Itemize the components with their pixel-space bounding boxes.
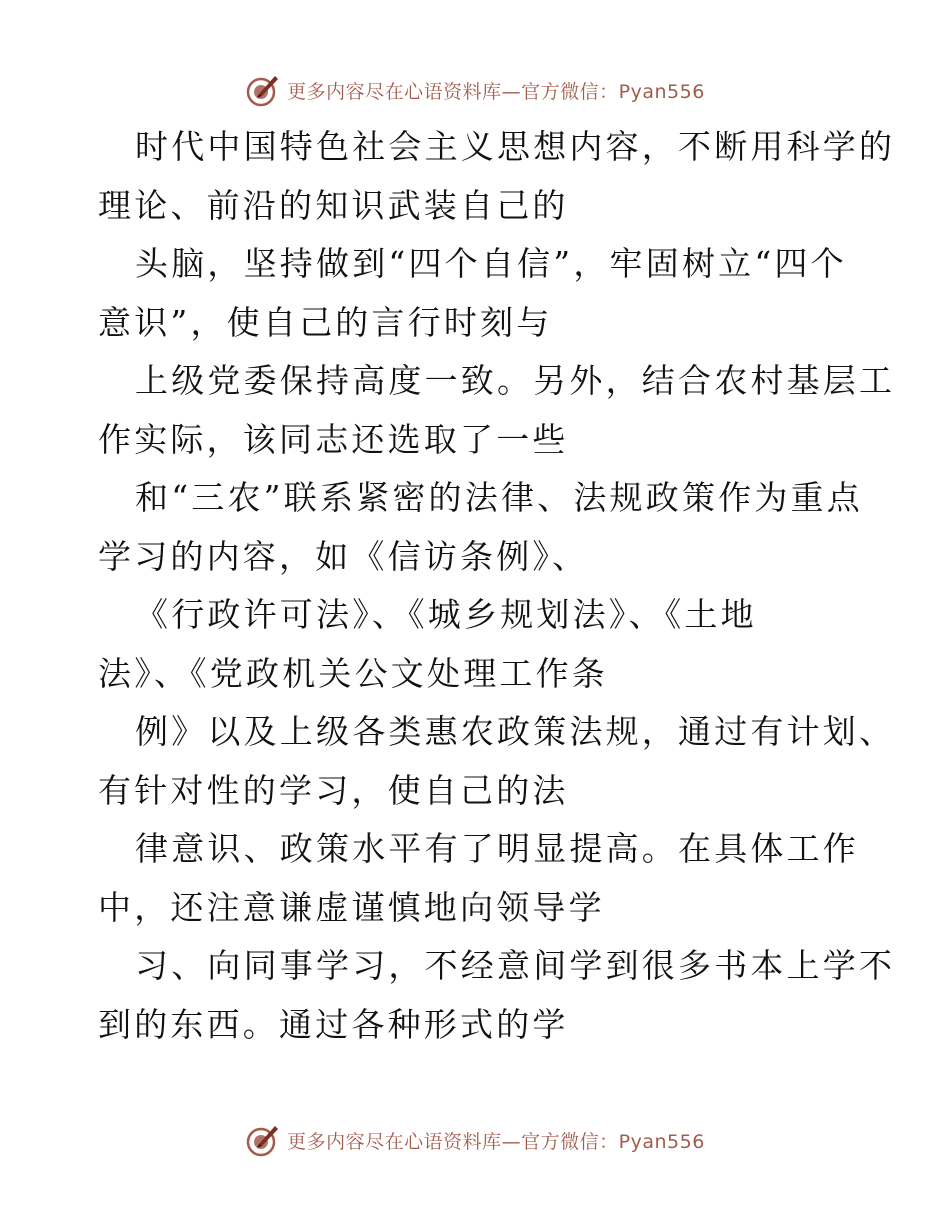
text-line: 头脑，坚持做到“四个自信”，牢固树立“四个 [135,244,847,283]
text-line: 意识”，使自己的言行时刻与 [98,302,553,342]
text-line: 习、向同事学习，不经意间学到很多书本上学不 [135,946,896,985]
text-line: 有针对性的学习，使自己的法 [98,770,569,810]
text-line: 理论、前沿的知识武装自己的 [98,185,569,225]
text-line: 和“三农”联系紧密的法律、法规政策作为重点 [135,478,863,517]
text-line: 《行政许可法》、《城乡规划法》、《土地 [135,595,757,634]
quill-seal-logo-icon [245,72,281,108]
text-line: 上级党委保持高度一致。另外，结合农村基层工 [135,361,896,400]
text-line: 中，还注意谦虚谨慎地向领导学 [98,887,605,927]
header-watermark [0,70,950,110]
watermark-text: 更多内容尽在心语资料库—官方微信：Pyan556 [287,80,705,103]
text-line: 律意识、政策水平有了明显提高。在具体工作 [135,829,859,868]
text-line: 学习的内容，如《信访条例》、 [98,536,589,576]
text-line: 到的东西。通过各种形式的学 [98,1004,569,1044]
text-line: 法》、《党政机关公文处理工作条 [98,653,608,693]
document-body [98,118,896,1054]
text-line: 作实际，该同志还选取了一些 [98,419,569,459]
footer-watermark [0,1120,950,1160]
watermark-text: 更多内容尽在心语资料库—官方微信：Pyan556 [287,1130,705,1153]
quill-seal-logo-icon [245,1122,281,1158]
text-line: 例》以及上级各类惠农政策法规，通过有计划、 [135,712,896,751]
text-line: 时代中国特色社会主义思想内容，不断用科学的 [135,127,896,166]
